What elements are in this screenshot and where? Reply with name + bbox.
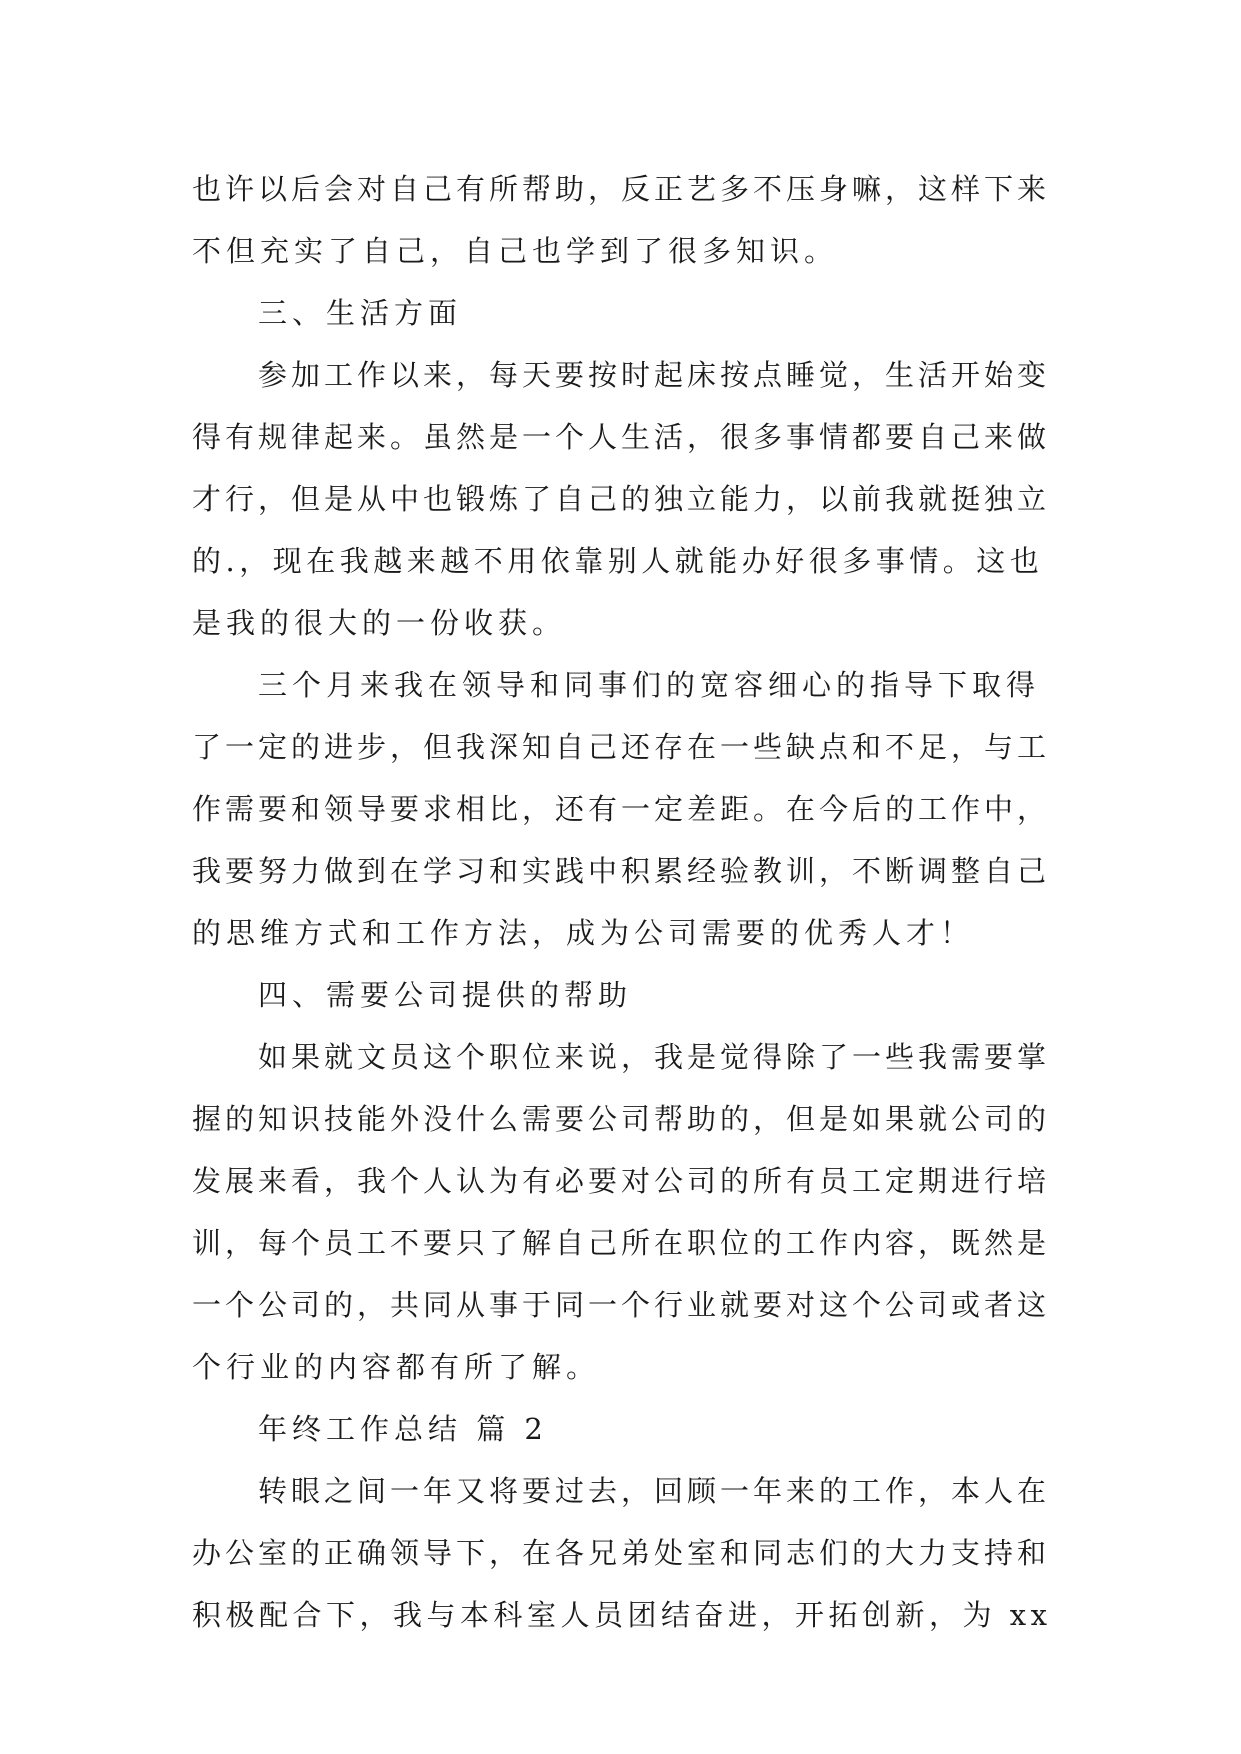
text-line: 发展来看，我个人认为有必要对公司的所有员工定期进行培 [192, 1164, 1051, 1198]
text-line: 也许以后会对自己有所帮助，反正艺多不压身嘛，这样下来 [192, 172, 1051, 206]
text-line: 了一定的进步，但我深知自己还存在一些缺点和不足，与工 [192, 730, 1051, 764]
text-line: 才行，但是从中也锻炼了自己的独立能力，以前我就挺独立 [192, 482, 1051, 516]
text-line: 的思维方式和工作方法，成为公司需要的优秀人才！ [192, 916, 975, 950]
section-heading: 四、需要公司提供的帮助 [258, 978, 633, 1012]
text-line: 如果就文员这个职位来说，我是觉得除了一些我需要掌 [258, 1040, 1051, 1074]
text-line: 作需要和领导要求相比，还有一定差距。在今后的工作中， [192, 792, 1051, 826]
text-line: 积极配合下，我与本科室人员团结奋进，开拓创新，为 xx [192, 1598, 1052, 1632]
text-line: 不但充实了自己，自己也学到了很多知识。 [192, 234, 839, 268]
text-line: 参加工作以来，每天要按时起床按点睡觉，生活开始变 [258, 358, 1051, 392]
text-line: 转眼之间一年又将要过去，回顾一年来的工作，本人在 [258, 1474, 1051, 1508]
text-line: 得有规律起来。虽然是一个人生活，很多事情都要自己来做 [192, 420, 1051, 454]
text-line: 训，每个员工不要只了解自己所在职位的工作内容，既然是 [192, 1226, 1051, 1260]
text-line: 办公室的正确领导下，在各兄弟处室和同志们的大力支持和 [192, 1536, 1051, 1570]
document-body [192, 158, 1054, 1646]
text-line: 个行业的内容都有所了解。 [192, 1350, 601, 1384]
section-heading: 三、生活方面 [258, 296, 463, 330]
text-line: 握的知识技能外没什么需要公司帮助的，但是如果就公司的 [192, 1102, 1051, 1136]
text-line: 一个公司的，共同从事于同一个行业就要对这个公司或者这 [192, 1288, 1051, 1322]
text-line: 的.，现在我越来越不用依靠别人就能办好很多事情。这也 [192, 544, 1044, 578]
article-title: 年终工作总结 篇 2 [258, 1412, 548, 1446]
text-line: 是我的很大的一份收获。 [192, 606, 567, 640]
text-line: 三个月来我在领导和同事们的宽容细心的指导下取得 [258, 668, 1041, 702]
text-line: 我要努力做到在学习和实践中积累经验教训，不断调整自己 [192, 854, 1051, 888]
